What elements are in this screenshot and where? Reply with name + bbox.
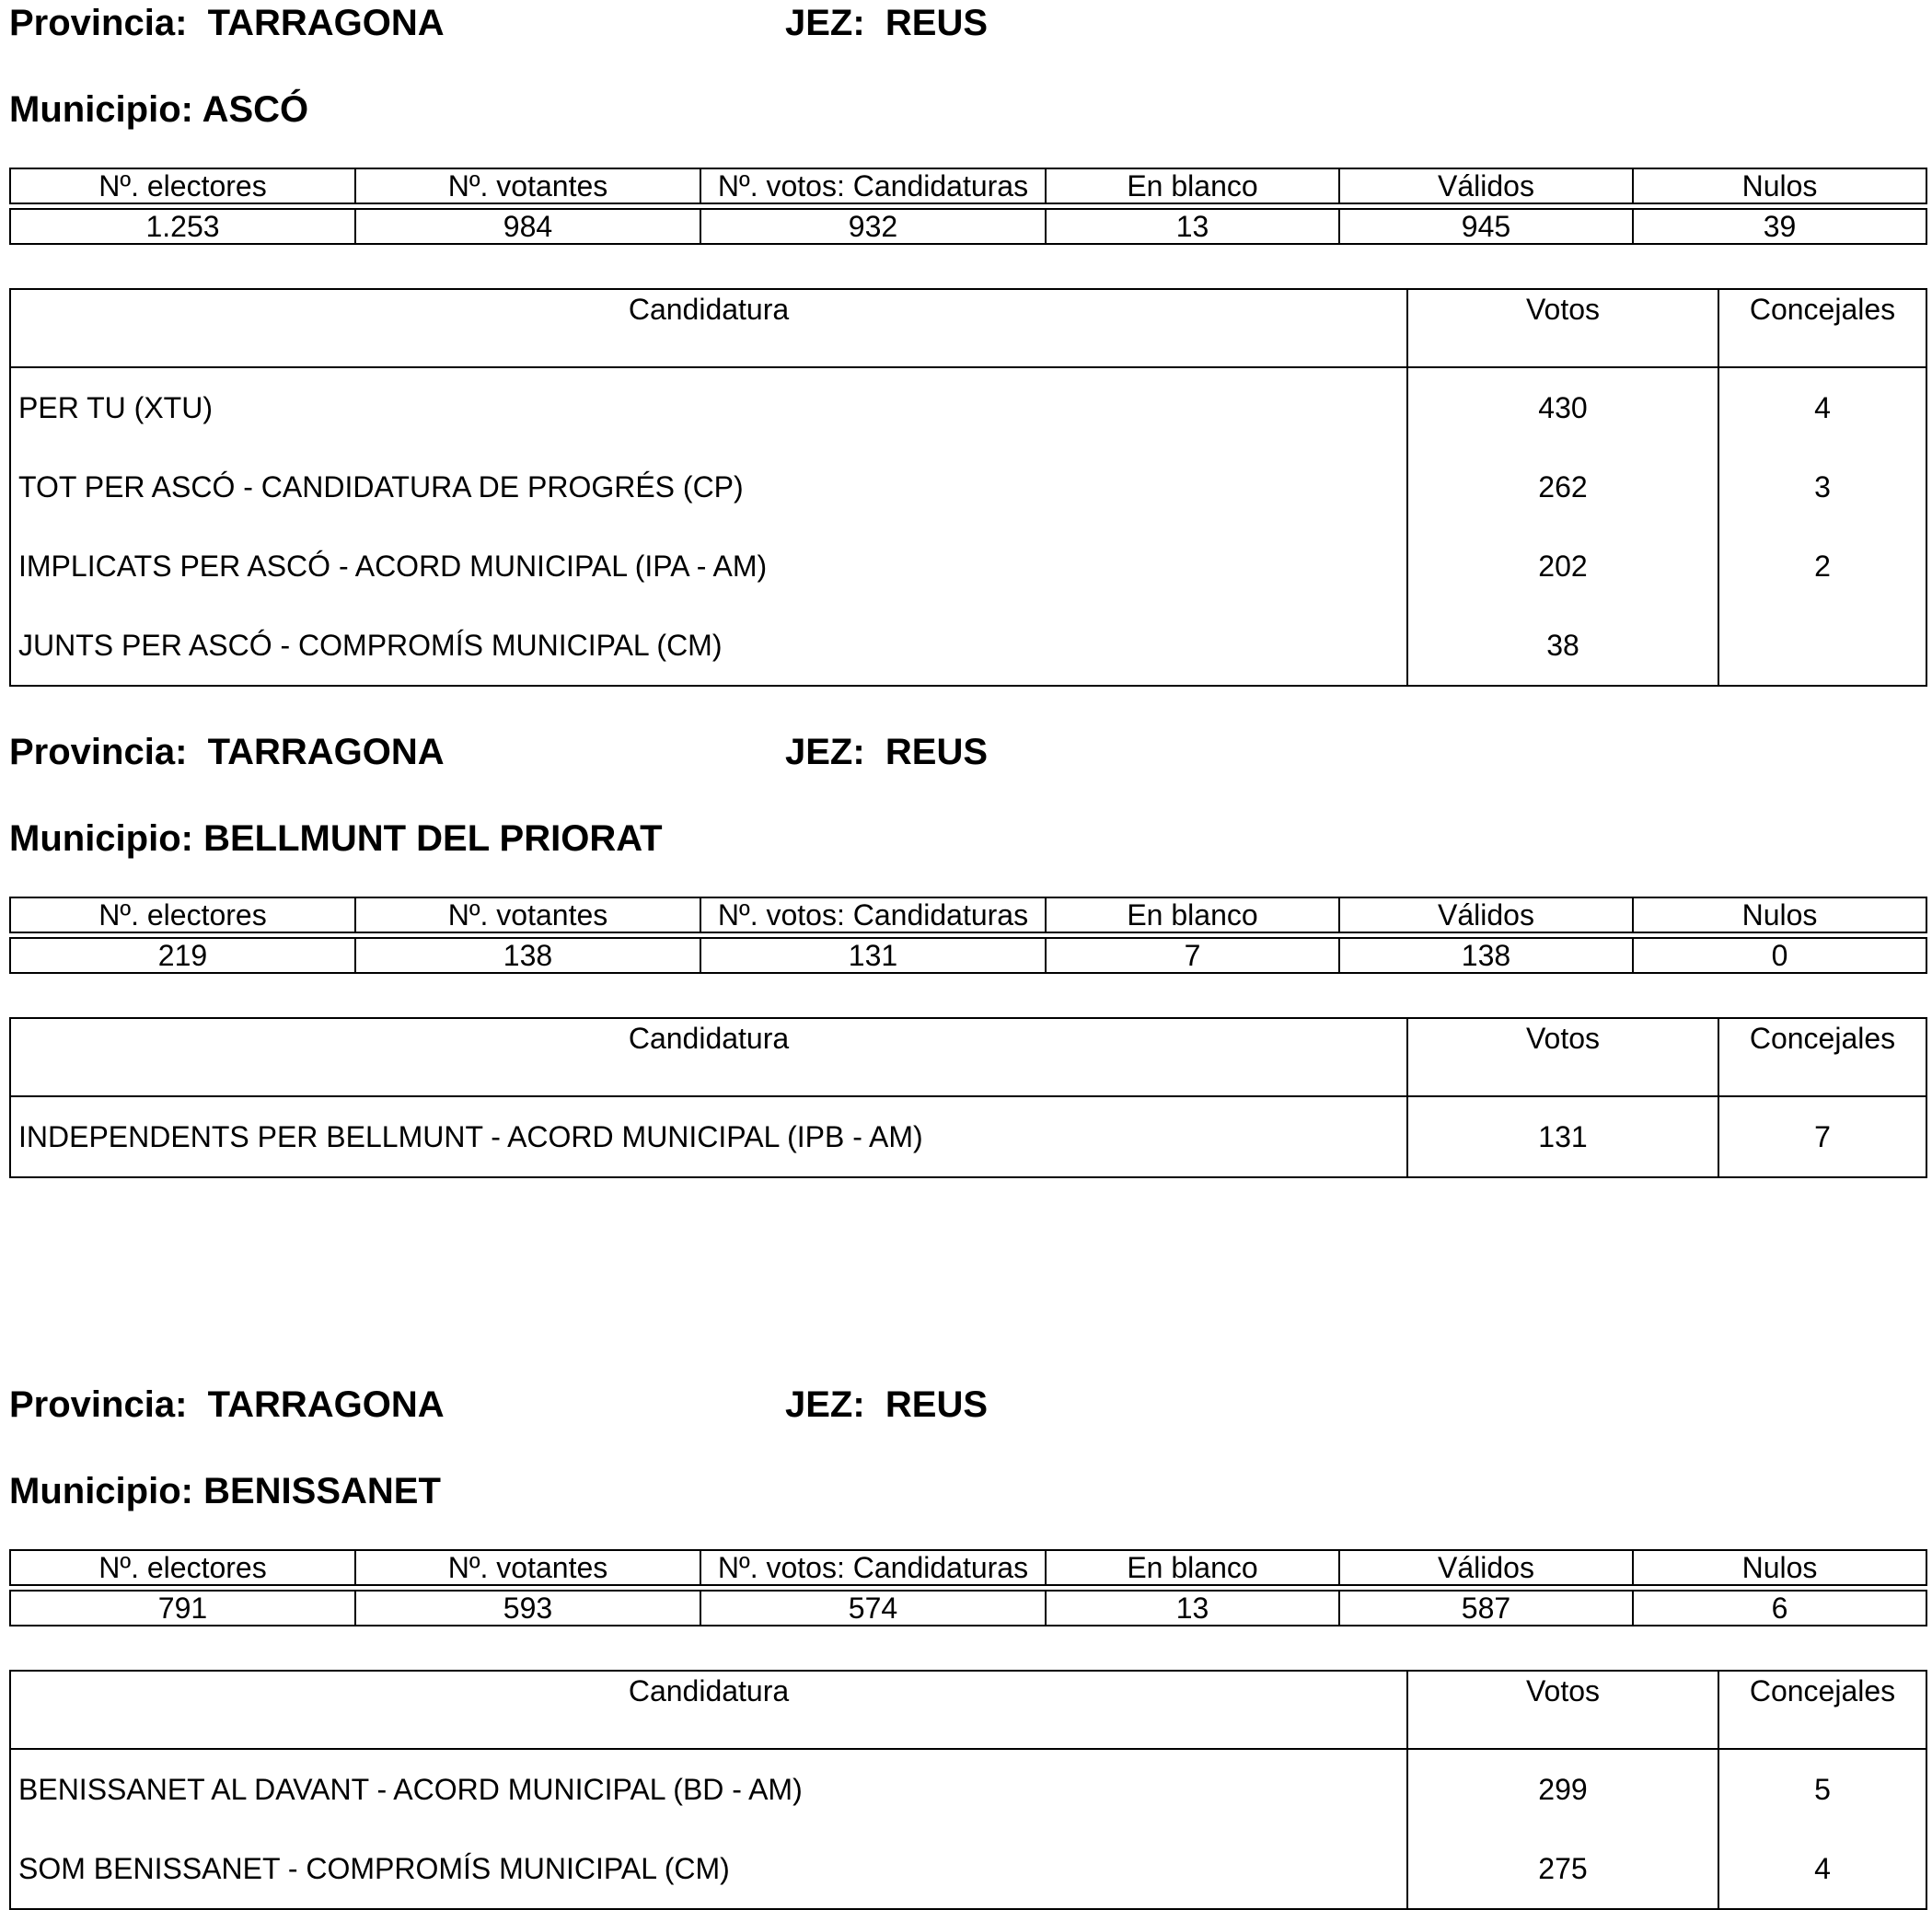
candidature-name: BENISSANET AL DAVANT - ACORD MUNICIPAL (BD - AM)	[10, 1749, 1407, 1829]
jez-heading: JEZ: REUS	[785, 3, 989, 43]
summary-header-en-blanco: En blanco	[1046, 897, 1339, 932]
municipio-heading: Municipio: BENISSANET	[9, 1471, 441, 1511]
header-candidatura: Candidatura	[10, 1671, 1407, 1749]
candidature-name: PER TU (XTU)	[10, 367, 1407, 447]
summary-values-table	[9, 208, 1927, 245]
summary-header-votos-candidaturas: Nº. votos: Candidaturas	[700, 168, 1046, 203]
summary-header-en-blanco: En blanco	[1046, 168, 1339, 203]
summary-value-votos-candidaturas: 131	[700, 938, 1046, 973]
provincia-heading: Provincia: TARRAGONA	[9, 1384, 445, 1425]
header-candidatura: Candidatura	[10, 1018, 1407, 1096]
table-row	[10, 1096, 1926, 1177]
summary-values-table	[9, 1590, 1927, 1626]
summary-table	[9, 897, 1927, 933]
summary-value-votos-candidaturas: 932	[700, 209, 1046, 244]
summary-header-electores: Nº. electores	[10, 897, 355, 932]
table-row	[10, 606, 1926, 686]
summary-header-votantes: Nº. votantes	[355, 1550, 700, 1585]
candidature-votos: 131	[1407, 1096, 1718, 1177]
summary-value-electores: 219	[10, 938, 355, 973]
summary-header-votos-candidaturas: Nº. votos: Candidaturas	[700, 897, 1046, 932]
jez-heading: JEZ: REUS	[785, 1384, 989, 1425]
summary-value-nulos: 6	[1633, 1591, 1926, 1626]
candidature-concejales: 4	[1718, 367, 1926, 447]
summary-value-en-blanco: 13	[1046, 1591, 1339, 1626]
header-concejales: Concejales	[1718, 1671, 1926, 1749]
summary-values-table	[9, 937, 1927, 974]
candidature-votos: 202	[1407, 527, 1718, 606]
candidature-votos: 275	[1407, 1829, 1718, 1909]
header-votos: Votos	[1407, 289, 1718, 367]
summary-table	[9, 1549, 1927, 1586]
summary-value-nulos: 39	[1633, 209, 1926, 244]
summary-value-votantes: 593	[355, 1591, 700, 1626]
candidature-votos: 262	[1407, 447, 1718, 527]
candidature-concejales: 4	[1718, 1829, 1926, 1909]
candidature-header-row	[10, 289, 1926, 367]
summary-value-votantes: 984	[355, 209, 700, 244]
candidature-concejales: 5	[1718, 1749, 1926, 1829]
candidature-concejales: 3	[1718, 447, 1926, 527]
summary-value-votantes: 138	[355, 938, 700, 973]
candidature-concejales: 2	[1718, 527, 1926, 606]
jez-heading: JEZ: REUS	[785, 732, 989, 772]
candidature-header-row	[10, 1018, 1926, 1096]
summary-header-validos: Válidos	[1339, 1550, 1633, 1585]
candidature-votos: 299	[1407, 1749, 1718, 1829]
summary-value-votos-candidaturas: 574	[700, 1591, 1046, 1626]
summary-header-nulos: Nulos	[1633, 1550, 1926, 1585]
table-row	[10, 447, 1926, 527]
summary-value-validos: 945	[1339, 209, 1633, 244]
summary-header-nulos: Nulos	[1633, 897, 1926, 932]
table-row	[10, 1829, 1926, 1909]
summary-header-validos: Válidos	[1339, 168, 1633, 203]
summary-header-votos-candidaturas: Nº. votos: Candidaturas	[700, 1550, 1046, 1585]
candidature-name: JUNTS PER ASCÓ - COMPROMÍS MUNICIPAL (CM)	[10, 606, 1407, 686]
summary-header-electores: Nº. electores	[10, 168, 355, 203]
summary-table	[9, 168, 1927, 204]
summary-header-row	[10, 1550, 1926, 1585]
candidature-table	[9, 1017, 1927, 1178]
summary-header-row	[10, 897, 1926, 932]
provincia-heading: Provincia: TARRAGONA	[9, 732, 445, 772]
header-candidatura: Candidatura	[10, 289, 1407, 367]
candidature-votos: 430	[1407, 367, 1718, 447]
table-row	[10, 527, 1926, 606]
candidature-name: TOT PER ASCÓ - CANDIDATURA DE PROGRÉS (CP)	[10, 447, 1407, 527]
candidature-name: INDEPENDENTS PER BELLMUNT - ACORD MUNICIPAL (IPB - AM)	[10, 1096, 1407, 1177]
summary-value-row	[10, 938, 1926, 973]
candidature-concejales	[1718, 606, 1926, 686]
provincia-heading: Provincia: TARRAGONA	[9, 3, 445, 43]
summary-header-en-blanco: En blanco	[1046, 1550, 1339, 1585]
summary-value-validos: 138	[1339, 938, 1633, 973]
candidature-name: IMPLICATS PER ASCÓ - ACORD MUNICIPAL (IPA - AM)	[10, 527, 1407, 606]
table-row	[10, 367, 1926, 447]
summary-value-validos: 587	[1339, 1591, 1633, 1626]
summary-header-electores: Nº. electores	[10, 1550, 355, 1585]
candidature-table	[9, 1670, 1927, 1910]
summary-value-row	[10, 1591, 1926, 1626]
summary-value-nulos: 0	[1633, 938, 1926, 973]
summary-value-row	[10, 209, 1926, 244]
header-votos: Votos	[1407, 1018, 1718, 1096]
header-concejales: Concejales	[1718, 289, 1926, 367]
candidature-header-row	[10, 1671, 1926, 1749]
summary-header-nulos: Nulos	[1633, 168, 1926, 203]
municipio-heading: Municipio: ASCÓ	[9, 89, 309, 130]
summary-header-votantes: Nº. votantes	[355, 168, 700, 203]
summary-value-electores: 791	[10, 1591, 355, 1626]
summary-value-en-blanco: 13	[1046, 209, 1339, 244]
summary-value-en-blanco: 7	[1046, 938, 1339, 973]
summary-header-validos: Válidos	[1339, 897, 1633, 932]
summary-value-electores: 1.253	[10, 209, 355, 244]
candidature-votos: 38	[1407, 606, 1718, 686]
header-votos: Votos	[1407, 1671, 1718, 1749]
municipio-heading: Municipio: BELLMUNT DEL PRIORAT	[9, 818, 663, 859]
header-concejales: Concejales	[1718, 1018, 1926, 1096]
candidature-concejales: 7	[1718, 1096, 1926, 1177]
summary-header-row	[10, 168, 1926, 203]
table-row	[10, 1749, 1926, 1829]
summary-header-votantes: Nº. votantes	[355, 897, 700, 932]
candidature-table	[9, 288, 1927, 687]
candidature-name: SOM BENISSANET - COMPROMÍS MUNICIPAL (CM)	[10, 1829, 1407, 1909]
